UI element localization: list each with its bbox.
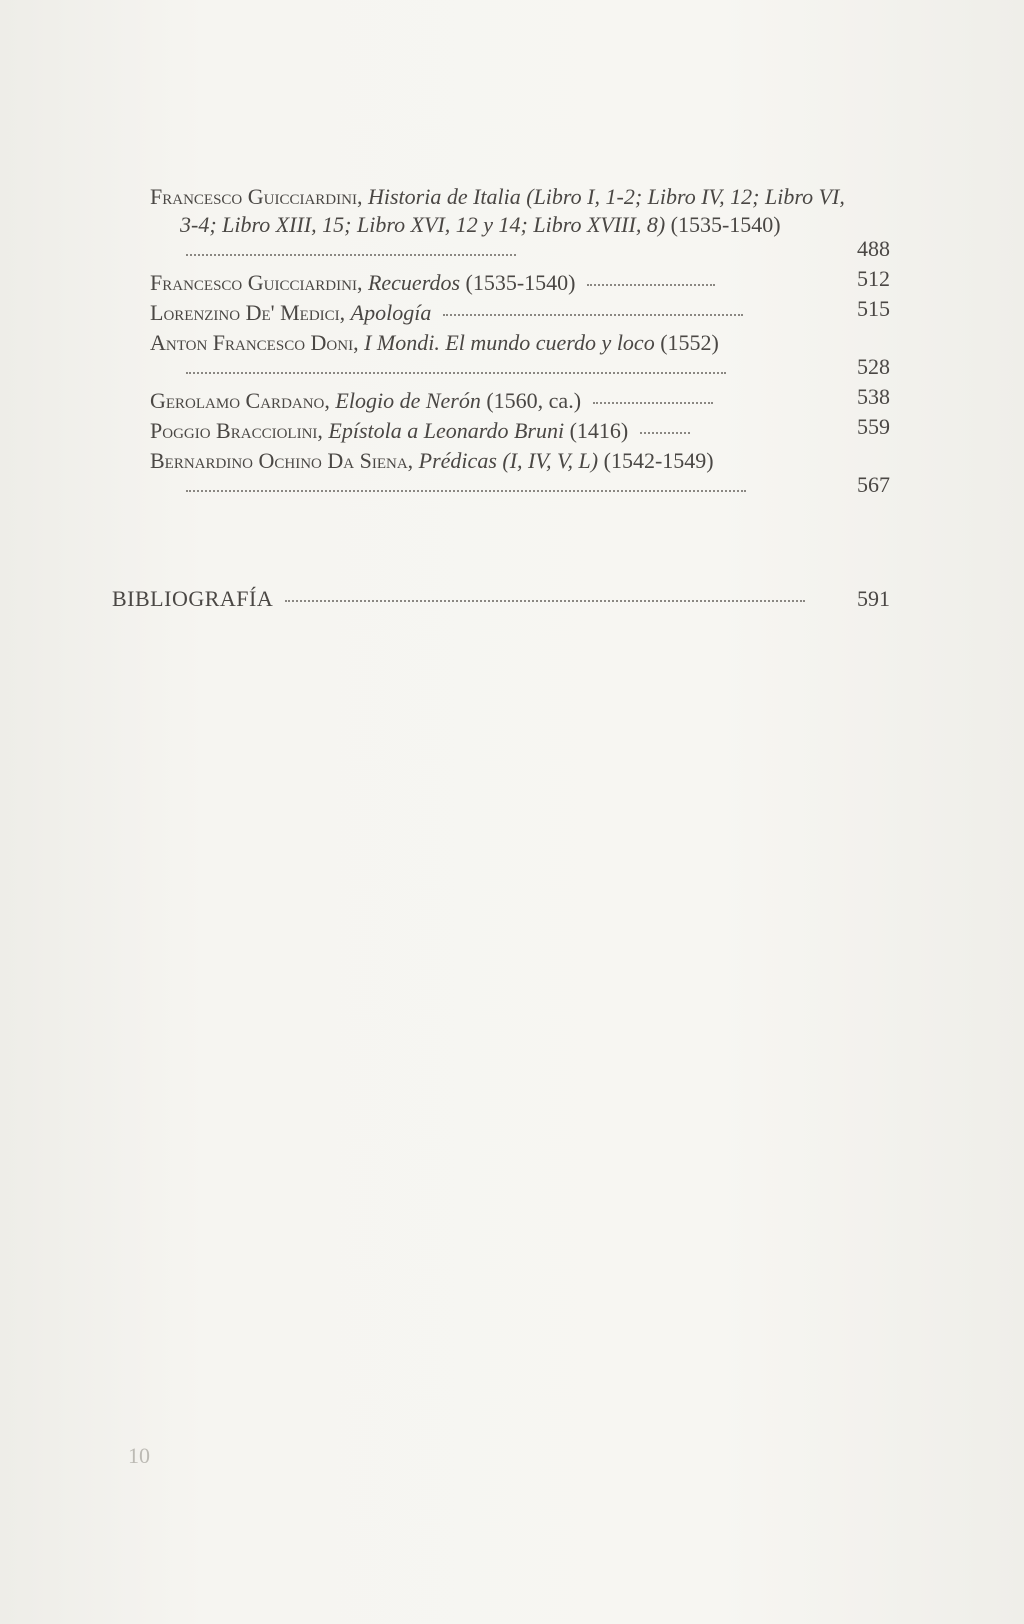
entry-dates: (1560, ca.) [486,388,582,413]
toc-entry-bracciolini-epistola [150,414,890,445]
page-folio-number: 10 [128,1443,150,1468]
dot-leader [186,372,726,374]
toc-entry-ochino-predicas [150,447,890,503]
entry-author: Francesco Guicciardini, [150,270,363,295]
entry-author: Lorenzino De' Medici, [150,300,346,325]
toc-entry-doni-mondi [150,329,890,385]
toc-entry-cardano-elogio [150,384,890,415]
dot-leader [443,314,743,316]
entry-author: Poggio Bracciolini, [150,418,323,443]
dot-leader [587,284,715,286]
toc-entry-guicciardini-historia [150,183,890,267]
entry-author: Francesco Guicciardini, [150,184,363,209]
dot-leader [640,432,690,434]
entry-author: Bernardino Ochino Da Siena, [150,448,414,473]
dot-leader [593,402,713,404]
entry-dates: (1535-1540) [465,270,576,295]
bibliography-page-number: 591 [857,586,890,611]
toc-entry-guicciardini-recuerdos [150,266,890,297]
dot-leader [186,490,746,492]
entry-page-number: 515 [857,296,890,321]
entry-page-number: 528 [857,354,890,379]
entry-dates: (1416) [569,418,629,443]
entry-title: Elogio de Nerón [335,388,481,413]
dot-leader [285,600,805,602]
entry-author: Gerolamo Cardano, [150,388,330,413]
entry-title: Prédicas (I, IV, V, L) [418,448,599,473]
entry-page-number: 559 [857,414,890,439]
entry-title: I Mondi. El mundo cuerdo y loco [364,330,655,355]
bibliography-entry [112,585,890,613]
entry-title: Apología [350,300,432,325]
entry-author: Anton Francesco Doni, [150,330,359,355]
entry-title: Recuerdos [367,270,461,295]
toc-entry-medici-apologia [150,296,890,327]
entry-page-number: 512 [857,266,890,291]
entry-title: Historia de Italia (Libro I, 1-2; Libro IV, 12; Libro VI, 3-4; Libro XIII, 15; Libro XVI, 12 y 14; Libro XVIII, 8) [180,184,845,237]
entry-page-number: 567 [857,472,890,497]
dot-leader [186,254,516,256]
entry-title: Epístola a Leonardo Bruni [328,418,565,443]
entry-dates: (1542-1549) [603,448,714,473]
entry-page-number: 538 [857,384,890,409]
entry-dates: (1535-1540) [670,212,781,237]
table-of-contents [150,183,890,505]
entry-page-number: 488 [857,236,890,261]
entry-dates: (1552) [660,330,719,355]
bibliography-label: BIBLIOGRAFÍA [112,586,274,611]
